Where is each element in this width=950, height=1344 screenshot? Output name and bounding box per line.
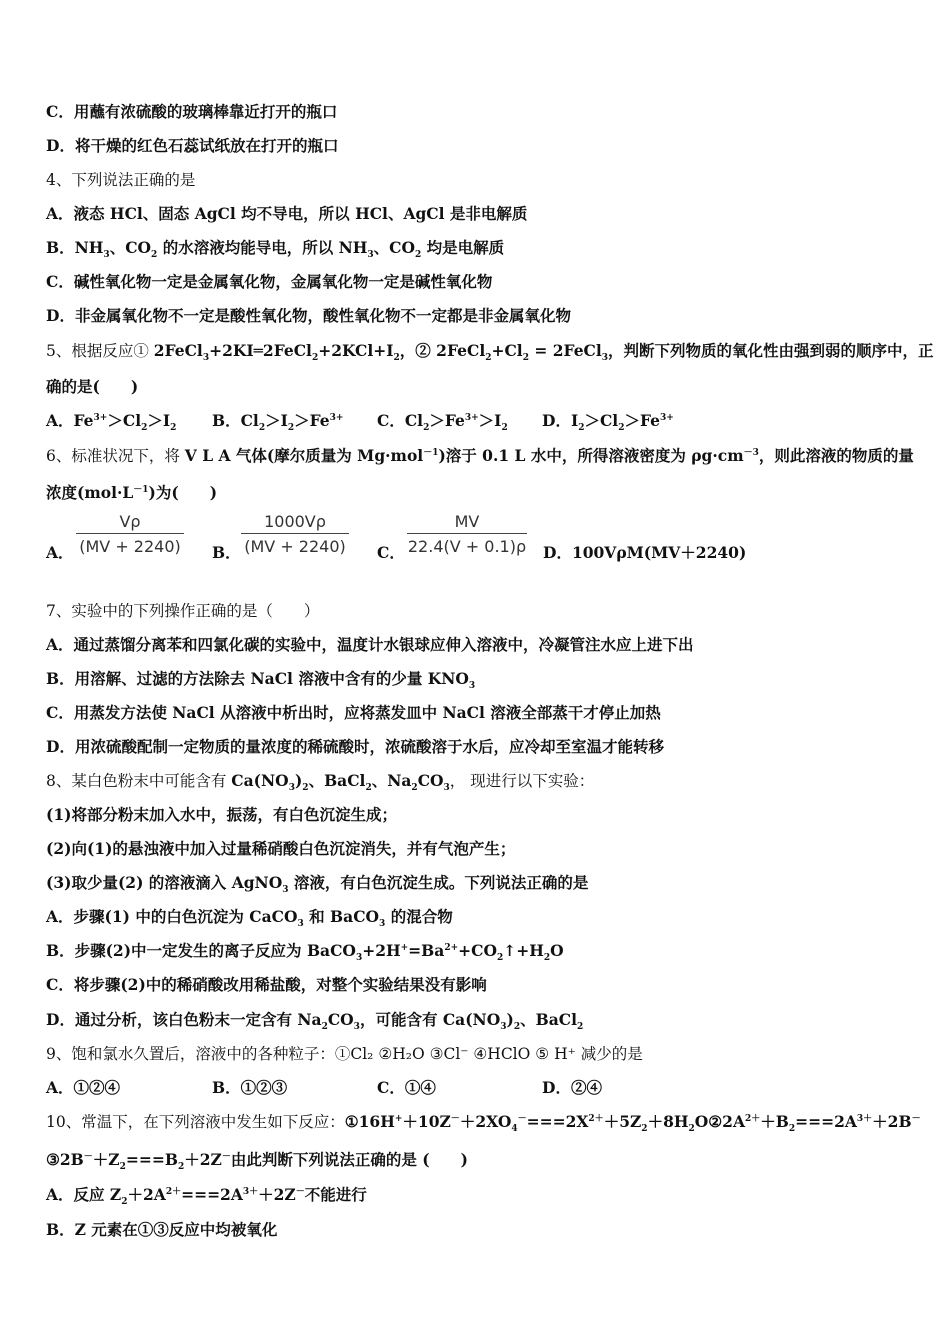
q9-option-c: C．①④ <box>377 1078 436 1097</box>
q8-option-c: C．将步骤(2)中的稀硝酸改用稀盐酸，对整个实验结果没有影响 <box>46 975 487 994</box>
q7-stem: 7、实验中的下列操作正确的是（ ） <box>46 602 320 620</box>
q7-option-a: A．通过蒸馏分离苯和四氯化碳的实验中，温度计水银球应伸入溶液中，冷凝管注水应上进下出 <box>46 635 694 654</box>
q9-option-d: D．②④ <box>542 1078 602 1097</box>
q4-option-b: B．$NH_3$、$CO_2$ 的水溶液均能导电，所以 $NH_3$、$CO_2$ 均是电解质 <box>46 238 505 261</box>
q6-option-d: D．100VρM(MV＋2240) <box>543 543 747 562</box>
q4-option-d: D．非金属氧化物不一定是酸性氧化物，酸性氧化物不一定都是非金属氧化物 <box>46 306 571 325</box>
q3-option-c: C．用蘸有浓硫酸的玻璃棒靠近打开的瓶口 <box>46 102 338 121</box>
q9-option-b: B．①②③ <box>212 1078 288 1097</box>
q6-b-denominator: (MV + 2240) <box>244 537 346 556</box>
q4-stem: 4、下列说法正确的是 <box>46 171 196 189</box>
q8-stem: 8、某白色粉末中可能含有 $Ca(NO_3)_2$、BaCl$_2$、$Na_2CO_3$， 现进行以下实验： <box>46 771 595 794</box>
q6-option-a-label: A． <box>46 543 74 562</box>
q9-stem: 9、饱和氯水久置后，溶液中的各种粒子：①Cl₂ ②H₂O ③Cl⁻ ④HClO ⑤ H⁺ 减少的是 <box>46 1045 643 1063</box>
q6-stem-cont: 浓度$(mol\cdot L^{-1})$为( ) <box>46 483 218 502</box>
q6-a-numerator: Vρ <box>119 512 141 531</box>
q8-step3: (3)取少量(2) 的溶液滴入 AgNO$_3$ 溶液，有白色沉淀生成。下列说法正确的是 <box>46 873 589 896</box>
q5-stem: 5、根据反应① $2FeCl_3+2KI═2FeCl_2+2KCl+I_2$，② $2FeCl_2+Cl_2$ = 2FeCl$_3$，判断下列物质的氧化性由强到弱的顺序中，正 <box>46 341 934 364</box>
q4-option-a: A．液态 HCl、固态 AgCl 均不导电，所以 HCl、AgCl 是非电解质 <box>46 204 528 223</box>
q8-step2: (2)向(1)的悬浊液中加入过量稀硝酸白色沉淀消失，并有气泡产生； <box>46 839 516 858</box>
q10-stem: 10、常温下，在下列溶液中发生如下反应：$①16H^++10Z^-+2XO_4^-===2X^{2+}+5Z_2+8H_2O②2A^{2+}+B_2===2A^{3+}+2B^-$ <box>46 1112 921 1135</box>
q7-option-c: C．用蒸发方法使 NaCl 从溶液中析出时，应将蒸发皿中 NaCl 溶液全部蒸干才停止加热 <box>46 703 661 722</box>
q6-option-c-fraction <box>407 512 527 556</box>
q7-option-d: D．用浓硫酸配制一定物质的量浓度的稀硫酸时，浓硫酸溶于水后，应冷却至室温才能转移 <box>46 737 664 756</box>
q8-option-d: D．通过分析，该白色粉末一定含有 $Na_2CO_3$，可能含有 $Ca(NO_3)_2$、BaCl$_2$ <box>46 1010 584 1033</box>
q8-step1: (1)将部分粉末加入水中，振荡，有白色沉淀生成； <box>46 805 397 824</box>
q10-option-b: B．Z 元素在①③反应中均被氧化 <box>46 1220 278 1239</box>
q6-c-denominator: 22.4(V + 0.1)ρ <box>407 537 527 556</box>
q6-b-numerator: 1000Vρ <box>264 512 326 531</box>
q8-option-a: A．步骤(1) 中的白色沉淀为 CaCO$_3$ 和 BaCO$_3$ 的混合物 <box>46 907 453 930</box>
q3-option-d: D．将干燥的红色石蕊试纸放在打开的瓶口 <box>46 136 339 155</box>
q6-a-denominator: (MV + 2240) <box>79 537 181 556</box>
q10-stem-cont: $③2B^-+Z_2===B_2+2Z^-$由此判断下列说法正确的是 ( ) <box>46 1150 468 1173</box>
q6-c-numerator: MV <box>454 512 480 531</box>
q6-stem: 6、标准状况下，将 V L A 气体(摩尔质量为 Mg·mol$^{-1}$)溶于 0.1 L 水中，所得溶液密度为 $\rho g\cdot cm^{-3}$，则此溶液的物质的量 <box>46 446 914 465</box>
q10-option-a: A．反应 $Z_2+2A^{2+}===2A^{3+}+2Z^-$不能进行 <box>46 1185 367 1208</box>
q8-option-b: B．步骤(2)中一定发生的离子反应为 $BaCO_3+2H^+=Ba^{2+}+CO_2↑+H_2O$ <box>46 941 564 964</box>
q6-option-c-label: C． <box>377 543 405 562</box>
q7-option-b: B．用溶解、过滤的方法除去 NaCl 溶液中含有的少量 $KNO_3$ <box>46 669 476 692</box>
q6-option-a-fraction <box>76 512 184 556</box>
q6-option-b-fraction <box>241 512 349 556</box>
q5-stem-cont: 确的是( ) <box>46 377 139 396</box>
q9-option-a: A．①②④ <box>46 1078 121 1097</box>
q4-option-c: C．碱性氧化物一定是金属氧化物，金属氧化物一定是碱性氧化物 <box>46 272 493 291</box>
q6-option-b-label: B． <box>212 543 241 562</box>
